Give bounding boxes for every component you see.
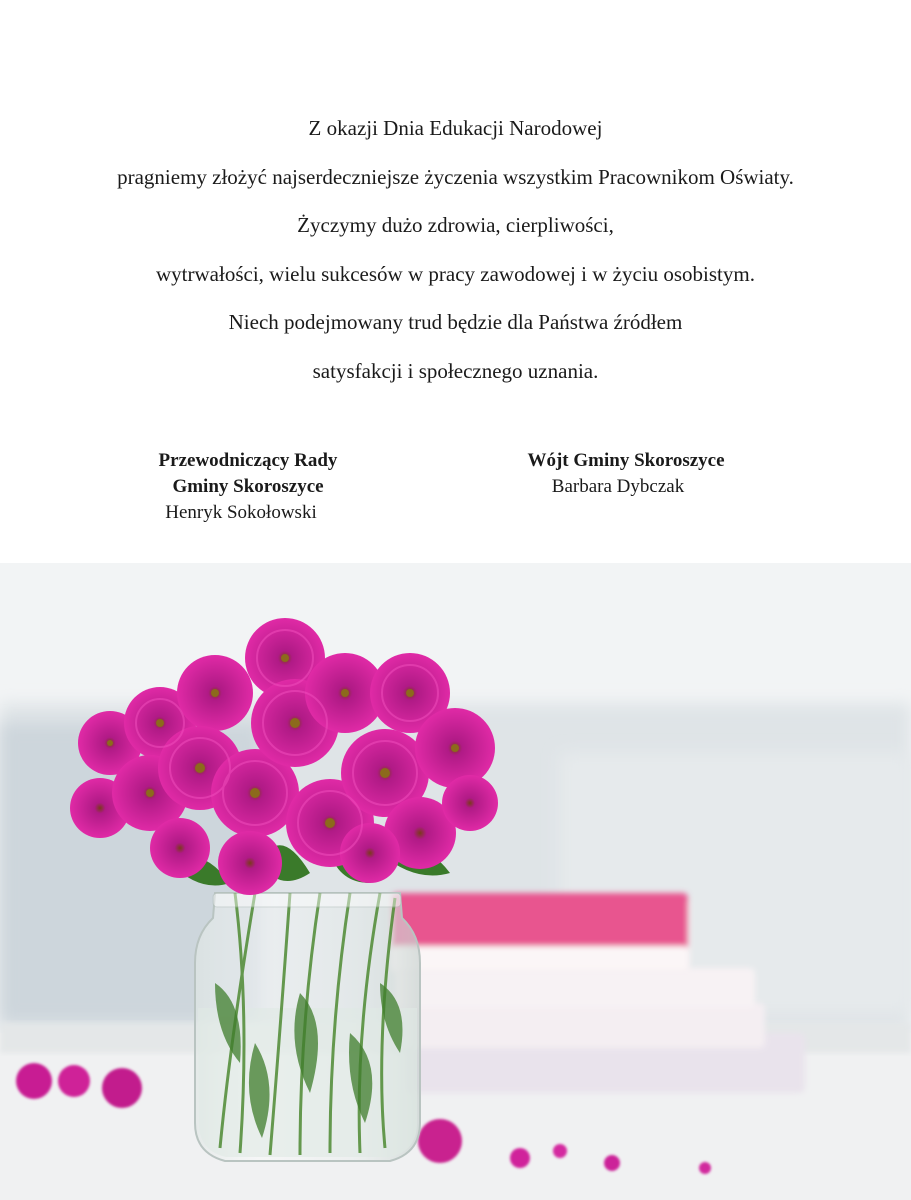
greeting-line-6: satysfakcji i społecznego uznania. [312, 358, 599, 383]
greeting-line-1: Z okazji Dnia Edukacji Narodowej [308, 116, 603, 140]
flowers-vase-photo [0, 563, 911, 1200]
signature-name: Barbara Dybczak [551, 476, 685, 497]
greeting-text [0, 104, 911, 395]
signature-council-chairman [108, 448, 388, 526]
greeting-line-2: pragniemy złożyć najserdeczniejsze życzenia wszystkim Pracownikom Oświaty. [117, 164, 794, 189]
greeting-line-5: Niech podejmowany trud będzie dla Państwa źródłem [228, 310, 683, 334]
signature-title: Wójt Gminy Skoroszyce [527, 450, 725, 471]
greeting-line-3: Życzymy dużo zdrowia, cierpliwości, [297, 213, 614, 237]
signature-title: Przewodniczący Rady [158, 450, 338, 471]
signature-mayor [476, 448, 776, 500]
glass-jar [195, 893, 420, 1161]
greeting-line-4: wytrwałości, wielu sukcesów w pracy zawodowej i w życiu osobistym. [156, 261, 755, 286]
signature-title: Gminy Skoroszyce [172, 476, 324, 497]
signature-name: Henryk Sokołowski [165, 502, 317, 523]
